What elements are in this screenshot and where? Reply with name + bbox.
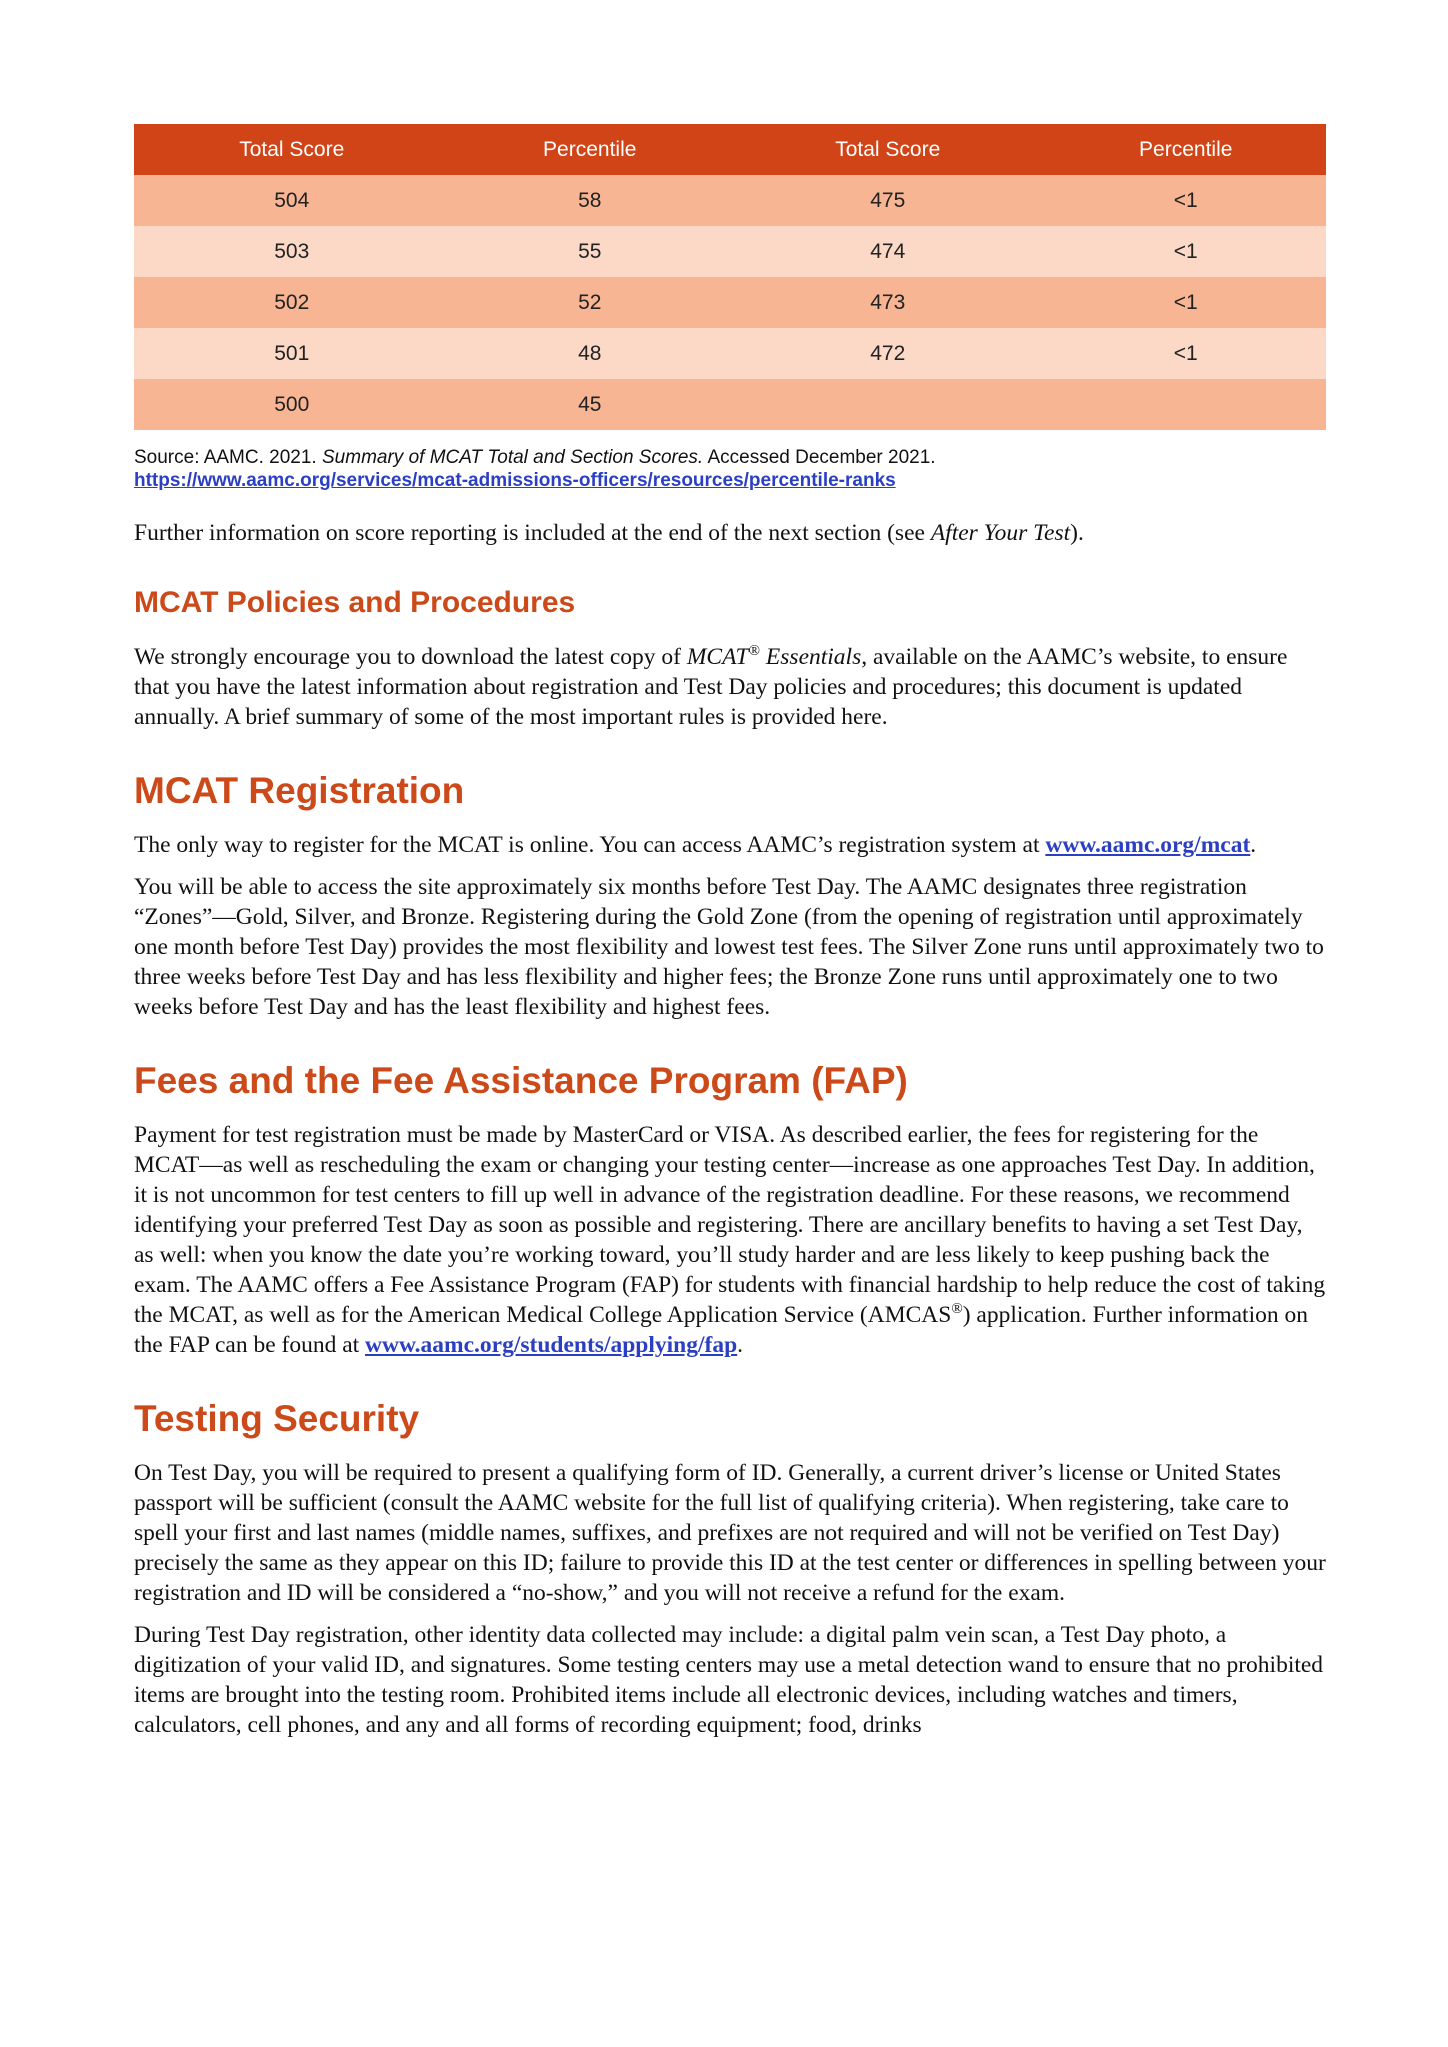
table-cell: 45 xyxy=(450,379,730,430)
further-text: Further information on score reporting is included at the end of the next section (see xyxy=(134,520,931,546)
heading-registration: MCAT Registration xyxy=(134,770,465,811)
table-source xyxy=(134,446,1326,492)
table-cell: <1 xyxy=(1046,277,1327,328)
table-row xyxy=(134,379,1326,430)
table-cell: 500 xyxy=(134,379,450,430)
table-cell: 504 xyxy=(134,175,450,226)
source-prefix: Source: AAMC. 2021. xyxy=(134,447,322,468)
registered-mark: ® xyxy=(951,1301,963,1318)
table-cell: 475 xyxy=(730,175,1046,226)
table-cell: 501 xyxy=(134,328,450,379)
table-row xyxy=(134,277,1326,328)
table-cell: 473 xyxy=(730,277,1046,328)
source-link[interactable]: https://www.aamc.org/services/mcat-admissions-officers/resources/percentile-ranks xyxy=(134,470,896,491)
fees-paragraph xyxy=(134,1120,1326,1360)
registration-link[interactable]: www.aamc.org/mcat xyxy=(1045,832,1251,858)
table-cell: 48 xyxy=(450,328,730,379)
fees-end: . xyxy=(737,1332,744,1358)
registration-paragraph-1 xyxy=(134,830,1326,860)
table-cell xyxy=(730,379,1046,430)
header-total-score-1: Total Score xyxy=(134,124,450,175)
header-percentile-2: Percentile xyxy=(1046,124,1327,175)
table-header-row xyxy=(134,124,1326,175)
header-total-score-2: Total Score xyxy=(730,124,1046,175)
heading-fees: Fees and the Fee Assistance Program (FAP) xyxy=(134,1060,908,1101)
table-row xyxy=(134,328,1326,379)
percentile-table xyxy=(134,124,1326,430)
security-paragraph-1: On Test Day, you will be required to present a qualifying form of ID. Generally, a current driver’s license or United States passport will be sufficient (consult the AAMC website for the full list of qualifying criteria). When registering, take care to spell your first and last names (middle names, suffixes, and prefixes are not required and will not be verified on Test Day) precisely the same as they appear on this ID; failure to provide this ID at the test center or differences in spelling between your registration and ID will be considered a “no-show,” and you will not receive a refund for the exam. xyxy=(134,1460,1326,1606)
table-cell: 474 xyxy=(730,226,1046,277)
further-ref: After Your Test xyxy=(930,520,1071,546)
further-end: ). xyxy=(1070,520,1084,546)
table-cell: 52 xyxy=(450,277,730,328)
table-cell: 503 xyxy=(134,226,450,277)
registration-text: The only way to register for the MCAT is online. You can access AAMC’s registration system at xyxy=(134,832,1046,858)
registered-mark: ® xyxy=(748,643,761,660)
table-cell: <1 xyxy=(1046,328,1327,379)
fees-text-a: Payment for test registration must be made by MasterCard or VISA. As described earlier, the fees for registering for the MCAT—as well as rescheduling the exam or changing your testing center—increase as one approaches Test Day. In addition, it is not uncommon for test centers to fill up well in advance of the registration deadline. For these reasons, we recommend identifying your preferred Test Day as soon as possible and registering. There are ancillary benefits to having a set Test Day, as well: when you know the date you’re working toward, you’ll study harder and are less likely to keep pushing back the exam. The AAMC offers a Fee Assistance Program (FAP) for students with financial hardship to help reduce the cost of taking the MCAT, as well as for the American Medical College Application Service (AMCAS xyxy=(134,1122,1326,1328)
source-suffix: Accessed December 2021. xyxy=(703,447,936,468)
policies-paragraph xyxy=(134,642,1326,732)
table-cell xyxy=(1046,379,1327,430)
security-paragraph-2: During Test Day registration, other identity data collected may include: a digital palm vein scan, a Test Day photo, a digitization of your valid ID, and signatures. Some testing centers may use a metal detection wand to ensure that no prohibited items are brought into the testing room. Prohibited items include all electronic devices, including watches and timers, calculators, cell phones, and any and all forms of recording equipment; food, drinks xyxy=(134,1622,1324,1738)
registration-end: . xyxy=(1250,832,1257,858)
policies-essentials: Essentials xyxy=(760,644,862,670)
fap-link[interactable]: www.aamc.org/students/applying/fap xyxy=(365,1332,738,1358)
table-row xyxy=(134,226,1326,277)
further-info-paragraph xyxy=(134,518,1326,548)
policies-text-a: We strongly encourage you to download the latest copy of xyxy=(134,644,687,670)
policies-text-b: , available on the AAMC’s website, to ensure that you have the latest information about registration and Test Day policies and procedures; this document is updated annually. A brief summary of some of the most important rules is provided here. xyxy=(134,644,1288,730)
table-cell: 58 xyxy=(450,175,730,226)
table-cell: 502 xyxy=(134,277,450,328)
registration-paragraph-2: You will be able to access the site approximately six months before Test Day. The AAMC designates three registration “Zones”—Gold, Silver, and Bronze. Registering during the Gold Zone (from the opening of registration until approximately one month before Test Day) provides the most flexibility and lowest test fees. The Silver Zone runs until approximately two to three weeks before Test Day and has less flexibility and higher fees; the Bronze Zone runs until approximately one to two weeks before Test Day and has the least flexibility and highest fees. xyxy=(134,874,1324,1020)
table-cell: 472 xyxy=(730,328,1046,379)
table-cell: 55 xyxy=(450,226,730,277)
table-cell: <1 xyxy=(1046,175,1327,226)
document-page xyxy=(134,124,1326,1740)
header-percentile-1: Percentile xyxy=(450,124,730,175)
heading-policies: MCAT Policies and Procedures xyxy=(134,586,576,619)
table-cell: <1 xyxy=(1046,226,1327,277)
source-title: Summary of MCAT Total and Section Scores. xyxy=(322,447,704,468)
fees-text-b: ) application. Further information on the FAP can be found at xyxy=(134,1302,1308,1358)
table-row xyxy=(134,175,1326,226)
heading-security: Testing Security xyxy=(134,1398,420,1439)
policies-mcat: MCAT xyxy=(686,644,749,670)
